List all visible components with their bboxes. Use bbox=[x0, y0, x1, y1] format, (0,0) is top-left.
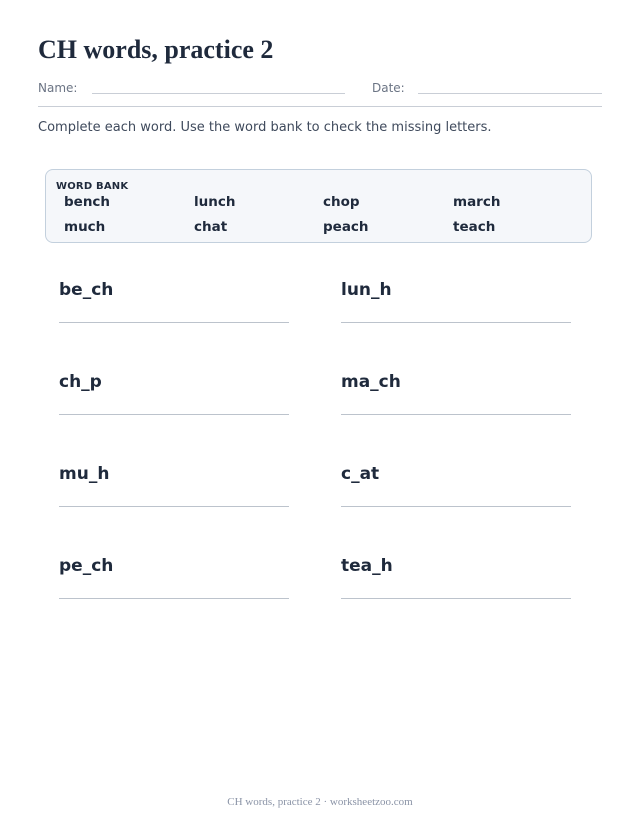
practice-word: ch_p bbox=[59, 372, 102, 392]
word-bank-word: bench bbox=[64, 194, 111, 210]
practice-item bbox=[59, 463, 289, 523]
word-bank-word: march bbox=[453, 194, 501, 210]
answer-line[interactable] bbox=[59, 506, 289, 507]
practice-word: pe_ch bbox=[59, 556, 114, 576]
answer-line[interactable] bbox=[341, 506, 571, 507]
practice-item bbox=[341, 371, 571, 431]
word-bank-word: chop bbox=[323, 194, 360, 210]
practice-item bbox=[341, 555, 571, 615]
practice-item bbox=[341, 279, 571, 339]
practice-word: tea_h bbox=[341, 556, 393, 576]
word-bank-word: teach bbox=[453, 219, 496, 235]
name-date-row bbox=[38, 80, 602, 107]
practice-word: lun_h bbox=[341, 280, 392, 300]
practice-item bbox=[59, 555, 289, 615]
answer-line[interactable] bbox=[341, 598, 571, 599]
word-bank-word: chat bbox=[194, 219, 228, 235]
word-bank-word: much bbox=[64, 219, 106, 235]
answer-line[interactable] bbox=[59, 322, 289, 323]
page-title: CH words, practice 2 bbox=[38, 35, 274, 64]
answer-line[interactable] bbox=[341, 414, 571, 415]
instructions: Complete each word. Use the word bank to check the missing letters. bbox=[38, 120, 492, 135]
practice-word: ma_ch bbox=[341, 372, 401, 392]
date-field-line[interactable] bbox=[418, 93, 602, 94]
answer-line[interactable] bbox=[341, 322, 571, 323]
practice-item bbox=[341, 463, 571, 523]
name-field-line[interactable] bbox=[92, 93, 345, 94]
page-footer: CH words, practice 2 · worksheetzoo.com bbox=[227, 796, 413, 808]
answer-line[interactable] bbox=[59, 414, 289, 415]
practice-word: mu_h bbox=[59, 464, 110, 484]
name-label: Name: bbox=[38, 81, 78, 95]
practice-word: c_at bbox=[341, 464, 380, 484]
practice-word: be_ch bbox=[59, 280, 114, 300]
word-bank-word: lunch bbox=[194, 194, 236, 210]
practice-item bbox=[59, 371, 289, 431]
word-bank-title: WORD BANK bbox=[56, 181, 129, 192]
date-label: Date: bbox=[372, 81, 405, 95]
word-bank bbox=[45, 169, 592, 243]
practice-item bbox=[59, 279, 289, 339]
word-bank-word: peach bbox=[323, 219, 369, 235]
answer-line[interactable] bbox=[59, 598, 289, 599]
